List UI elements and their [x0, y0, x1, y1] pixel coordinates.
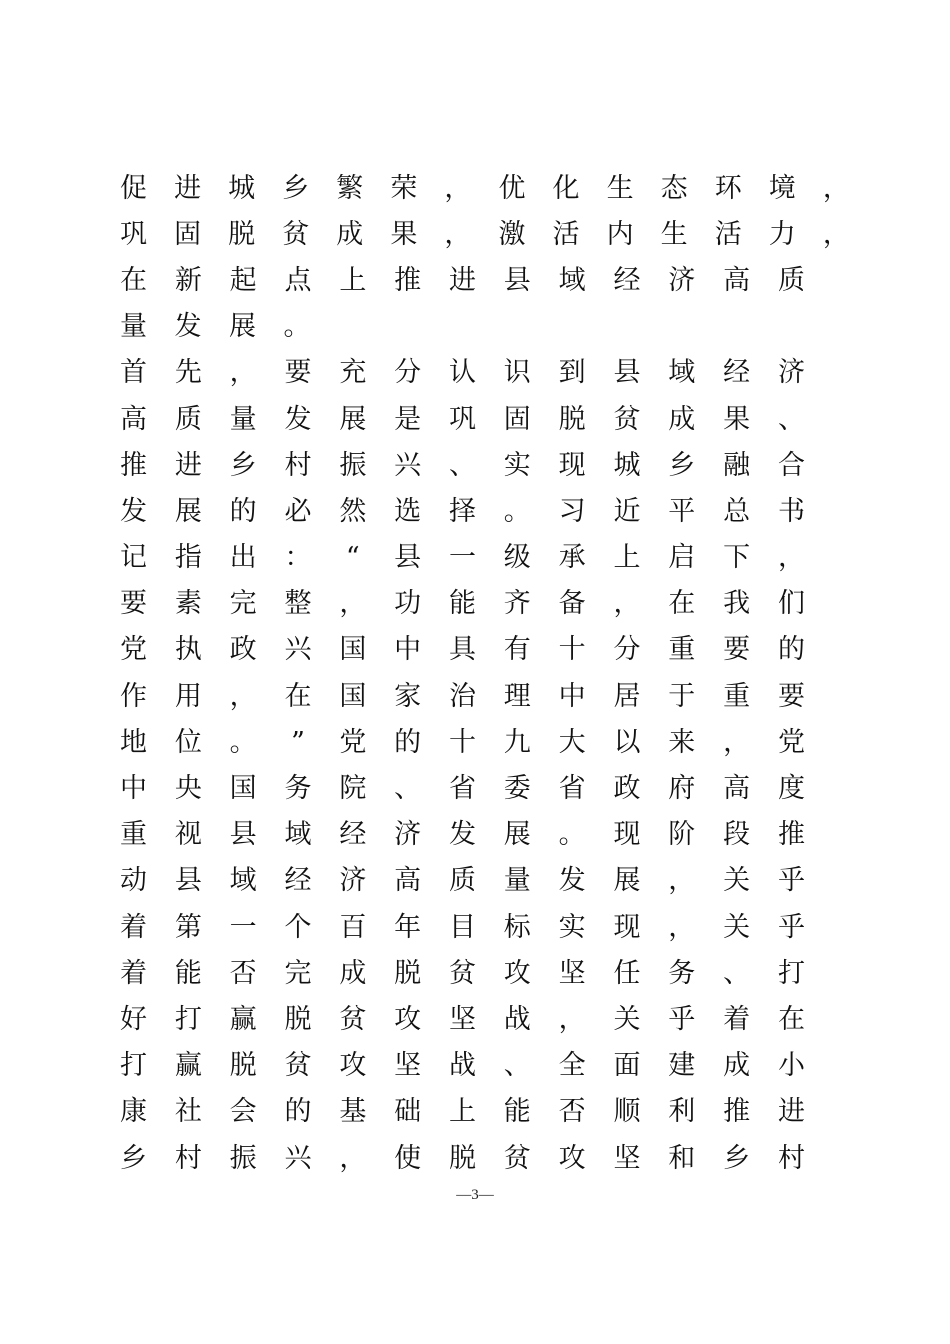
- text-line: 发 展 的 必 然 选 择 。 习 近 平 总 书: [120, 495, 805, 527]
- text-line: 作 用 ， 在 国 家 治 理 中 居 于 重 要: [120, 680, 805, 712]
- text-line: 乡 村 振 兴 ， 使 脱 贫 攻 坚 和 乡 村: [120, 1142, 805, 1174]
- text-line: 好 打 赢 脱 贫 攻 坚 战 ， 关 乎 着 在: [120, 1003, 805, 1035]
- text-line: 推 进 乡 村 振 兴 、 实 现 城 乡 融 合: [120, 449, 805, 481]
- text-line: 促 进 城 乡 繁 荣 ， 优 化 生 态 环 境 ，: [120, 172, 850, 204]
- text-line: 中 央 国 务 院 、 省 委 省 政 府 高 度: [120, 773, 805, 805]
- text-line: 动 县 域 经 济 高 质 量 发 展 ， 关 乎: [120, 865, 805, 897]
- text-line: 记 指 出 ： “ 县 一 级 承 上 启 下 ，: [120, 542, 805, 574]
- text-line: 着 能 否 完 成 脱 贫 攻 坚 任 务 、 打: [120, 957, 805, 989]
- text-line: 高 质 量 发 展 是 巩 固 脱 贫 成 果 、: [120, 403, 805, 435]
- text-line: 首 先 ， 要 充 分 认 识 到 县 域 经 济: [120, 357, 805, 389]
- text-line: 地 位 。 ” 党 的 十 九 大 以 来 ， 党: [120, 726, 805, 758]
- text-line: 在 新 起 点 上 推 进 县 域 经 济 高 质: [120, 264, 805, 296]
- text-line: 打 赢 脱 贫 攻 坚 战 、 全 面 建 成 小: [120, 1050, 805, 1082]
- page-number: —3—: [456, 1187, 494, 1203]
- body-text: [120, 165, 850, 1181]
- text-line: 量 发 展 。: [120, 311, 311, 343]
- text-line: 要 素 完 整 ， 功 能 齐 备 ， 在 我 们: [120, 588, 805, 620]
- text-line: 重 视 县 域 经 济 发 展 。 现 阶 段 推: [120, 819, 805, 851]
- text-line: 康 社 会 的 基 础 上 能 否 顺 利 推 进: [120, 1096, 805, 1128]
- text-line: 着 第 一 个 百 年 目 标 实 现 ， 关 乎: [120, 911, 805, 943]
- text-line: 巩 固 脱 贫 成 果 ， 激 活 内 生 活 力 ，: [120, 218, 850, 250]
- text-line: 党 执 政 兴 国 中 具 有 十 分 重 要 的: [120, 634, 805, 666]
